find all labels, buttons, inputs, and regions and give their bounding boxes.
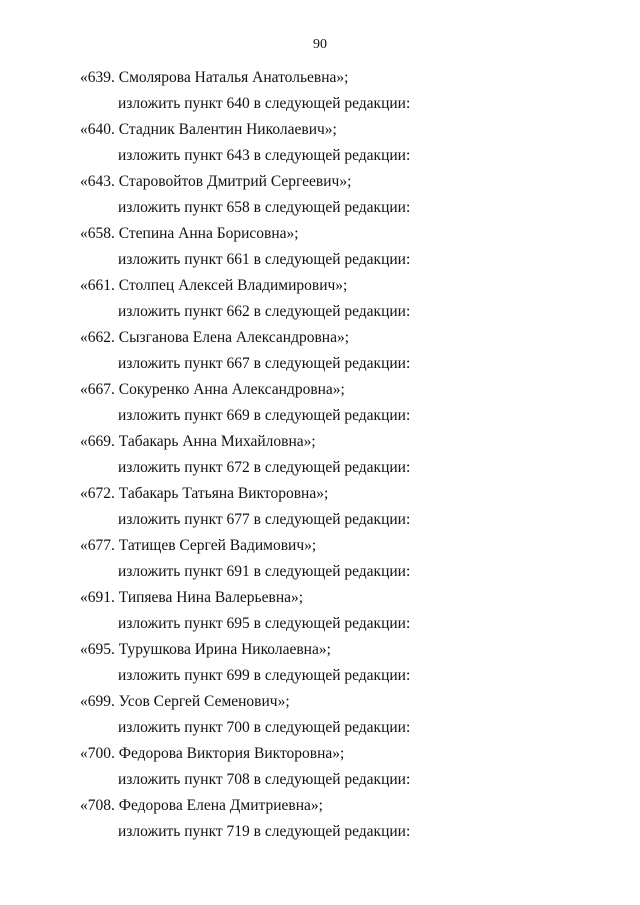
text-line: изложить пункт 708 в следующей редакции: (118, 771, 411, 788)
text-line: «691. Типяева Нина Валерьевна»; (80, 589, 304, 606)
text-line: изложить пункт 691 в следующей редакции: (118, 563, 411, 580)
text-line: «695. Турушкова Ирина Николаевна»; (80, 641, 331, 658)
text-line: изложить пункт 661 в следующей редакции: (118, 251, 411, 268)
text-line: «640. Стадник Валентин Николаевич»; (80, 121, 337, 138)
text-line: «667. Сокуренко Анна Александровна»; (80, 381, 345, 398)
text-line: изложить пункт 658 в следующей редакции: (118, 199, 411, 216)
text-line: изложить пункт 667 в следующей редакции: (118, 355, 411, 372)
text-line: изложить пункт 643 в следующей редакции: (118, 147, 411, 164)
text-line: «661. Столпец Алексей Владимирович»; (80, 277, 348, 294)
text-line: изложить пункт 669 в следующей редакции: (118, 407, 411, 424)
text-line: изложить пункт 662 в следующей редакции: (118, 303, 411, 320)
text-line: «669. Табакарь Анна Михайловна»; (80, 433, 316, 450)
text-line: изложить пункт 700 в следующей редакции: (118, 719, 411, 736)
text-line: «658. Степина Анна Борисовна»; (80, 225, 299, 242)
text-line: изложить пункт 640 в следующей редакции: (118, 95, 411, 112)
text-line: «677. Татищев Сергей Вадимович»; (80, 537, 317, 554)
text-line: «662. Сызганова Елена Александровна»; (80, 329, 350, 346)
text-line: «639. Смолярова Наталья Анатольевна»; (80, 69, 349, 86)
text-line: изложить пункт 695 в следующей редакции: (118, 615, 411, 632)
page-number: 90 (313, 37, 327, 52)
text-line: «708. Федорова Елена Дмитриевна»; (80, 797, 323, 814)
text-line: «699. Усов Сергей Семенович»; (80, 693, 290, 710)
text-line: изложить пункт 719 в следующей редакции: (118, 823, 411, 840)
text-line: «643. Старовойтов Дмитрий Сергеевич»; (80, 173, 352, 190)
text-line: «672. Табакарь Татьяна Викторовна»; (80, 485, 329, 502)
text-line: «700. Федорова Виктория Викторовна»; (80, 745, 345, 762)
text-line: изложить пункт 672 в следующей редакции: (118, 459, 411, 476)
text-line: изложить пункт 699 в следующей редакции: (118, 667, 411, 684)
text-line: изложить пункт 677 в следующей редакции: (118, 511, 411, 528)
document-body (0, 65, 640, 845)
